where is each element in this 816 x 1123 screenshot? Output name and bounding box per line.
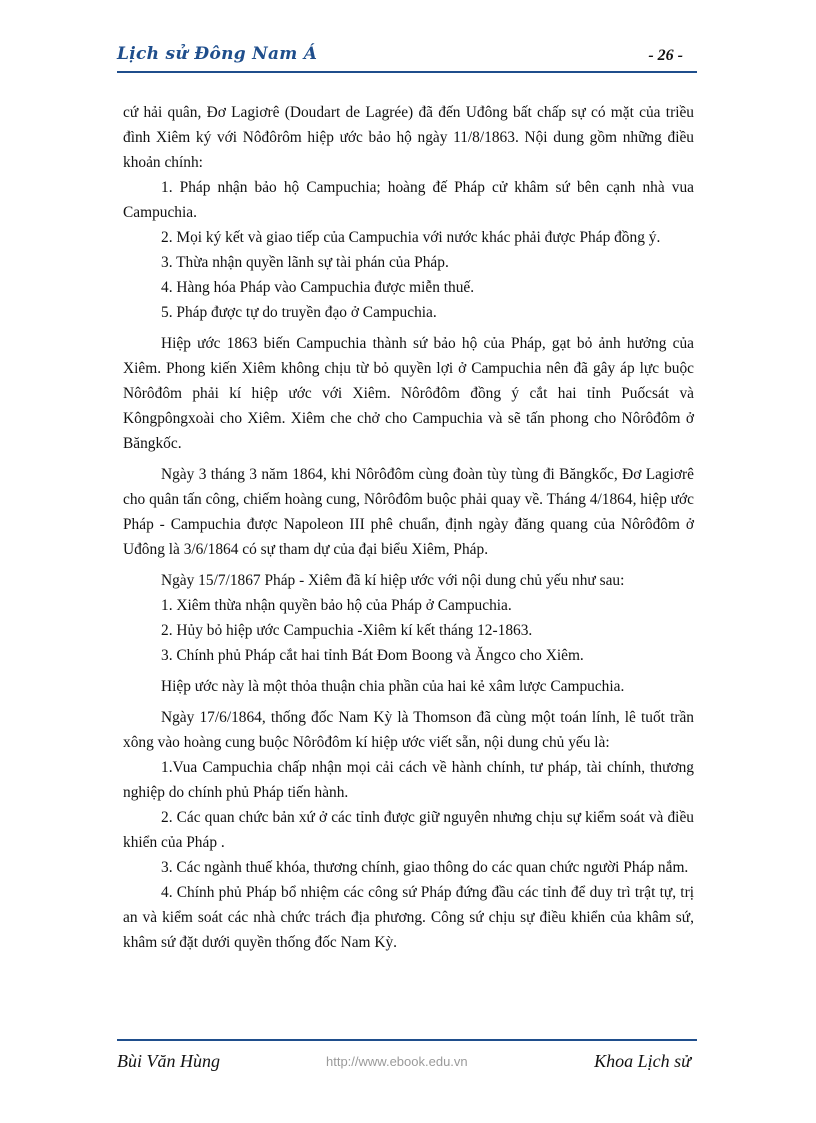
footer-department: Khoa Lịch sử: [594, 1051, 691, 1071]
list-item: 2. Mọi ký kết và giao tiếp của Campuchia với nước khác phải được Pháp đồng ý.: [161, 229, 661, 246]
list-item: 2. Hủy bỏ hiệp ước Campuchia -Xiêm kí kết tháng 12-1863.: [161, 622, 533, 639]
page-number: - 26 -: [648, 47, 683, 64]
list-item: 1. Pháp nhận bảo hộ Campuchia; hoàng đế Pháp cử khâm sứ bên cạnh nhà vua Campuchia.: [123, 179, 694, 221]
page-header: [117, 44, 697, 76]
list-item: 4. Hàng hóa Pháp vào Campuchia được miễn thuế.: [161, 279, 475, 296]
header-divider: [117, 71, 697, 73]
list-item: 1.Vua Campuchia chấp nhận mọi cải cách về hành chính, tư pháp, tài chính, thương nghiệp do chính phủ Pháp tiến hành.: [123, 759, 694, 801]
list-item: 5. Pháp được tự do truyền đạo ở Campuchia.: [161, 304, 437, 321]
footer-author: Bùi Văn Hùng: [117, 1051, 220, 1071]
paragraph: Ngày 3 tháng 3 năm 1864, khi Nôrôđôm cùng đoàn tùy tùng đi Băngkốc, Đơ Lagiơrê cho quân tấn công, chiếm hoàng cung, Nôrôđôm buộc phải quay về. Tháng 4/1864, hiệp ước Pháp - Campuchia được Napoleon III phê chuẩn, định ngày đăng quang của Nôrôđôm ở Uđông là 3/6/1864 có sự tham dự của đại biểu Xiêm, Pháp.: [123, 466, 694, 558]
page-body: [123, 100, 694, 955]
paragraph: Hiệp ước 1863 biến Campuchia thành sứ bảo hộ của Pháp, gạt bỏ ảnh hưởng của Xiêm. Phong kiến Xiêm không chịu từ bỏ quyền lợi ở Campuchia nên đã gây áp lực buộc Nôrôđôm phải kí hiệp ước với Xiêm. Nôrôđôm đồng ý cắt hai tỉnh Puốcsát và Kôngpôngxoài cho Xiêm. Xiêm che chở cho Campuchia và sẽ tấn phong cho Nôrôđôm ở Băngkốc.: [123, 335, 694, 452]
footer-divider: [117, 1039, 697, 1041]
paragraph: Ngày 17/6/1864, thống đốc Nam Kỳ là Thomson đã cùng một toán lính, lê tuốt trần xông vào hoàng cung buộc Nôrôđôm kí hiệp ước viết sẵn, nội dung chủ yếu là:: [123, 709, 694, 751]
document-title: Lịch sử Đông Nam Á: [117, 44, 318, 64]
paragraph: cứ hải quân, Đơ Lagiơrê (Doudart de Lagrée) đã đến Uđông bất chấp sự có mặt của triều đình Xiêm ký với Nôđôrôm hiệp ước bảo hộ ngày 11/8/1863. Nội dung gồm những điều khoản chính:: [123, 104, 694, 171]
list-item: 3. Chính phủ Pháp cắt hai tỉnh Bát Đom Boong và Ăngco cho Xiêm.: [161, 647, 584, 664]
list-item: 3. Thừa nhận quyền lãnh sự tài phán của Pháp.: [161, 254, 449, 271]
footer-url: http://www.ebook.edu.vn: [326, 1054, 468, 1069]
list-item: 1. Xiêm thừa nhận quyền bảo hộ của Pháp ở Campuchia.: [161, 597, 512, 614]
page-footer: [117, 1039, 697, 1079]
paragraph: Ngày 15/7/1867 Pháp - Xiêm đã kí hiệp ước với nội dung chủ yếu như sau:: [161, 572, 625, 589]
paragraph: Hiệp ước này là một thỏa thuận chia phần của hai kẻ xâm lược Campuchia.: [161, 678, 625, 695]
list-item: 4. Chính phủ Pháp bổ nhiệm các công sứ Pháp đứng đầu các tỉnh để duy trì trật tự, trị an và kiểm soát các nhà chức trách địa phương. Công sứ chịu sự điều khiển của khâm sứ, khâm sứ đặt dưới quyền thống đốc Nam Kỳ.: [123, 884, 694, 951]
list-item: 2. Các quan chức bản xứ ở các tỉnh được giữ nguyên nhưng chịu sự kiểm soát và điều khiển của Pháp .: [123, 809, 694, 851]
list-item: 3. Các ngành thuế khóa, thương chính, giao thông do các quan chức người Pháp nắm.: [161, 859, 689, 876]
